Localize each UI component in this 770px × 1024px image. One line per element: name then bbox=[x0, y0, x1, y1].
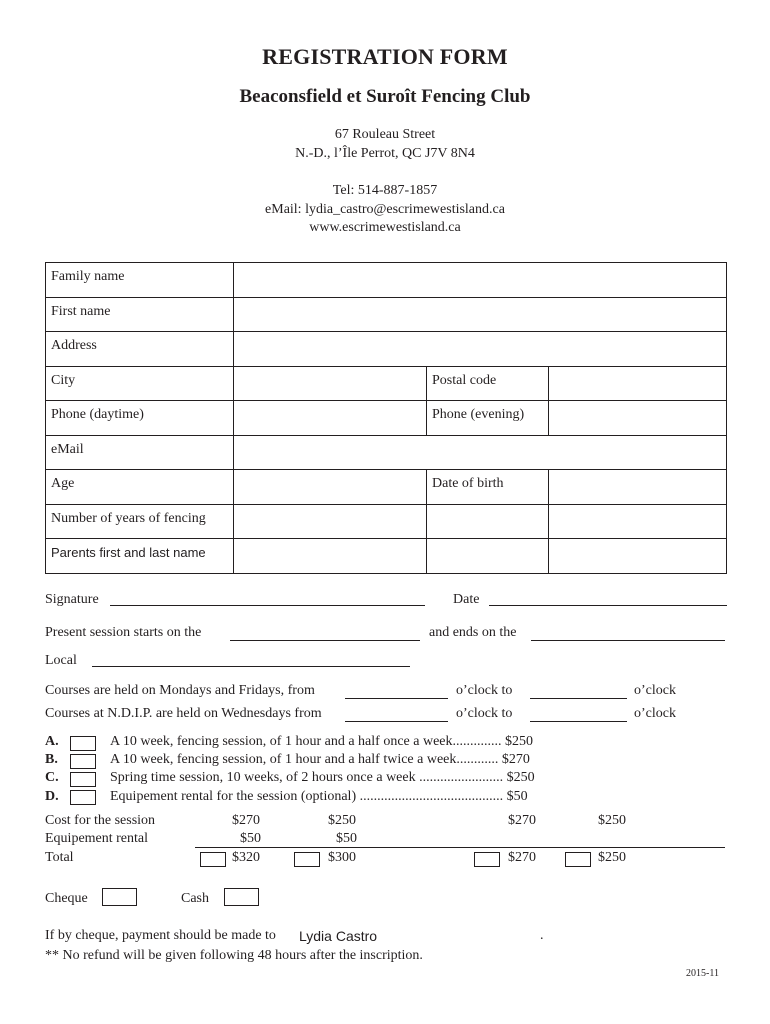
address-field[interactable] bbox=[234, 332, 727, 367]
city-field[interactable] bbox=[234, 366, 427, 401]
option-b-checkbox[interactable] bbox=[70, 754, 96, 769]
totals-divider bbox=[195, 847, 725, 848]
cheque-checkbox[interactable] bbox=[102, 888, 137, 906]
first-name-field[interactable] bbox=[234, 297, 727, 332]
cash-checkbox[interactable] bbox=[224, 888, 259, 906]
ndip-to-line[interactable] bbox=[530, 721, 627, 722]
payable-period: . bbox=[540, 928, 544, 943]
cheque-label: Cheque bbox=[45, 891, 88, 906]
local-label: Local bbox=[45, 653, 77, 668]
col3-cost: $270 bbox=[508, 813, 536, 828]
session-start-line[interactable] bbox=[230, 640, 420, 641]
equipment-rental-label: Equipement rental bbox=[45, 831, 149, 846]
mf-oclock-label: o’clock bbox=[634, 683, 676, 698]
parents-label: Parents first and last name bbox=[46, 539, 234, 574]
col4-cost: $250 bbox=[598, 813, 626, 828]
session-end-line[interactable] bbox=[531, 640, 725, 641]
col1-equip: $50 bbox=[240, 831, 261, 846]
col2-cost: $250 bbox=[328, 813, 356, 828]
club-name: Beaconsfield et Suroît Fencing Club bbox=[239, 86, 531, 107]
phone-day-field[interactable] bbox=[234, 401, 427, 436]
option-b-letter: B. bbox=[45, 752, 58, 767]
option-d-text: Equipement rental for the session (optional) ......................................... $50 bbox=[110, 789, 528, 804]
col4-total: $250 bbox=[598, 850, 626, 865]
first-name-label: First name bbox=[46, 297, 234, 332]
col2-total-checkbox[interactable] bbox=[294, 852, 320, 867]
option-d-letter: D. bbox=[45, 789, 59, 804]
option-a-letter: A. bbox=[45, 734, 59, 749]
payable-to-label: If by cheque, payment should be made to bbox=[45, 928, 276, 943]
option-c-text: Spring time session, 10 weeks, of 2 hours once a week ........................ $250 bbox=[110, 770, 535, 785]
phone-evening-field[interactable] bbox=[549, 401, 727, 436]
col3-total: $270 bbox=[508, 850, 536, 865]
contact-email: eMail: lydia_castro@escrimewestisland.ca bbox=[265, 202, 505, 217]
mf-to-label: o’clock to bbox=[456, 683, 513, 698]
session-start-label: Present session starts on the bbox=[45, 625, 202, 640]
telephone: Tel: 514-887-1857 bbox=[332, 183, 438, 198]
parents-extra-2[interactable] bbox=[549, 539, 727, 574]
local-line[interactable] bbox=[92, 666, 410, 667]
parents-field[interactable] bbox=[234, 539, 427, 574]
ndip-from-line[interactable] bbox=[345, 721, 448, 722]
postal-code-label: Postal code bbox=[427, 366, 549, 401]
col2-total: $300 bbox=[328, 850, 356, 865]
age-field[interactable] bbox=[234, 470, 427, 505]
ndip-oclock-label: o’clock bbox=[634, 706, 676, 721]
option-a-text: A 10 week, fencing session, of 1 hour and a half once a week.............. $250 bbox=[110, 734, 534, 749]
website: www.escrimewestisland.ca bbox=[309, 220, 461, 235]
years-fencing-field[interactable] bbox=[234, 504, 427, 539]
date-label: Date bbox=[453, 592, 480, 607]
refund-notice: ** No refund will be given following 48 hours after the inscription. bbox=[45, 948, 423, 963]
col1-cost: $270 bbox=[232, 813, 260, 828]
col4-total-checkbox[interactable] bbox=[565, 852, 591, 867]
postal-code-field[interactable] bbox=[549, 366, 727, 401]
total-label: Total bbox=[45, 850, 74, 865]
address-line-2: N.-D., l’Île Perrot, QC J7V 8N4 bbox=[295, 146, 475, 161]
family-name-label: Family name bbox=[46, 263, 234, 298]
session-end-label: and ends on the bbox=[429, 625, 517, 640]
years-fencing-extra-2[interactable] bbox=[549, 504, 727, 539]
option-a-checkbox[interactable] bbox=[70, 736, 96, 751]
phone-evening-label: Phone (evening) bbox=[427, 401, 549, 436]
payee-name: Lydia Castro bbox=[299, 928, 378, 944]
address-line-1: 67 Rouleau Street bbox=[334, 127, 436, 142]
address-label: Address bbox=[46, 332, 234, 367]
col1-total: $320 bbox=[232, 850, 260, 865]
signature-label: Signature bbox=[45, 592, 99, 607]
city-label: City bbox=[46, 366, 234, 401]
registration-table bbox=[45, 262, 727, 574]
ndip-to-label: o’clock to bbox=[456, 706, 513, 721]
option-c-checkbox[interactable] bbox=[70, 772, 96, 787]
dob-field[interactable] bbox=[549, 470, 727, 505]
mf-to-line[interactable] bbox=[530, 698, 627, 699]
mf-courses-label: Courses are held on Mondays and Fridays, from bbox=[45, 683, 315, 698]
mf-from-line[interactable] bbox=[345, 698, 448, 699]
cost-session-label: Cost for the session bbox=[45, 813, 156, 828]
option-b-text: A 10 week, fencing session, of 1 hour and a half twice a week............ $270 bbox=[110, 752, 530, 767]
signature-line[interactable] bbox=[110, 605, 425, 606]
ndip-courses-label: Courses at N.D.I.P. are held on Wednesdays from bbox=[45, 706, 322, 721]
years-fencing-extra-1[interactable] bbox=[427, 504, 549, 539]
dob-label: Date of birth bbox=[427, 470, 549, 505]
parents-extra-1[interactable] bbox=[427, 539, 549, 574]
col1-total-checkbox[interactable] bbox=[200, 852, 226, 867]
email-field[interactable] bbox=[234, 435, 727, 470]
form-version: 2015-11 bbox=[686, 968, 719, 979]
email-label: eMail bbox=[46, 435, 234, 470]
option-c-letter: C. bbox=[45, 770, 59, 785]
form-title: REGISTRATION FORM bbox=[262, 44, 508, 69]
date-line[interactable] bbox=[489, 605, 727, 606]
col2-equip: $50 bbox=[336, 831, 357, 846]
col3-total-checkbox[interactable] bbox=[474, 852, 500, 867]
phone-day-label: Phone (daytime) bbox=[46, 401, 234, 436]
option-d-checkbox[interactable] bbox=[70, 790, 96, 805]
years-fencing-label: Number of years of fencing bbox=[46, 504, 234, 539]
family-name-field[interactable] bbox=[234, 263, 727, 298]
age-label: Age bbox=[46, 470, 234, 505]
cash-label: Cash bbox=[181, 891, 209, 906]
